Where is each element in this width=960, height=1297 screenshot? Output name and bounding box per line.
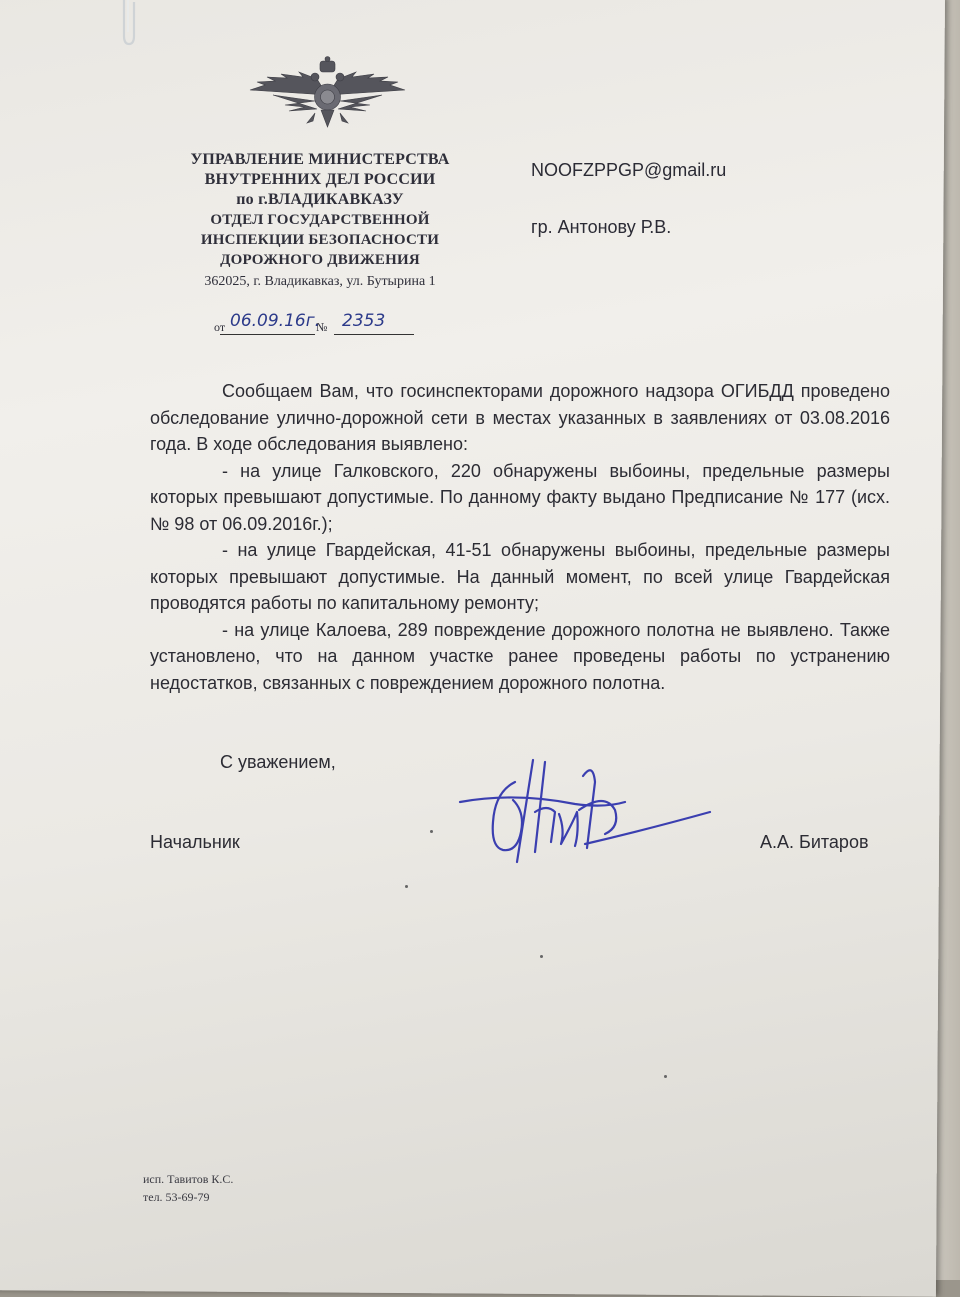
signer-position: Начальник: [150, 832, 240, 852]
handwritten-signature: [455, 752, 715, 872]
signer-name: А.А. Битаров: [760, 832, 869, 852]
reg-date-prefix: от: [214, 320, 226, 334]
org-line: ИНСПЕКЦИИ БЕЗОПАСНОСТИ: [200, 232, 440, 248]
org-line: УПРАВЛЕНИЕ МИНИСТЕРСТВА: [190, 151, 450, 168]
reg-number-prefix: №: [316, 320, 328, 334]
reg-number-line: [334, 334, 414, 335]
executor-info: [143, 1170, 233, 1206]
letter-body: [150, 378, 890, 696]
body-paragraph: - на улице Галковского, 220 обнаружены выбоины, предельные размеры которых превышают допустимые. По данному факту выдано Предписание № 177 (исх. № 98 от 06.09.2016г.);: [150, 460, 890, 534]
registration-stamp: [214, 312, 414, 342]
paper-speck: [664, 1075, 667, 1078]
paper-speck: [405, 885, 408, 888]
recipient-name: гр. Антонову Р.В.: [531, 217, 672, 237]
recipient-email: NOOFZPPGP@gmail.ru: [531, 160, 727, 180]
body-paragraph: - на улице Калоева, 289 повреждение дорожного полотна не выявлено. Также установлено, что на данном участке ранее проведены работы по устранению недостатков, связанных с повреждением дорожного полотна.: [150, 619, 890, 693]
body-paragraph: - на улице Гвардейская, 41-51 обнаружены выбоины, предельные размеры которых превышают допустимые. На данный момент, по всей улице Гвардейская проводятся работы по капитальному ремонту;: [150, 540, 890, 613]
closing-regards: С уважением,: [220, 752, 336, 772]
reg-date-line: [220, 334, 315, 335]
body-paragraph: Сообщаем Вам, что госинспекторами дорожного надзора ОГИБДД проведено обследование улично-дорожной сети в местах указанных в заявлениях от 03.08.2016 года. В ходе обследования выявлено:: [150, 381, 890, 454]
sender-block: [160, 150, 480, 292]
paperclip-icon: [118, 0, 138, 48]
org-line: ОТДЕЛ ГОСУДАРСТВЕННОЙ: [210, 212, 430, 228]
reg-number-handwritten: 2353: [342, 311, 386, 331]
reg-date-handwritten: 06.09.16г.: [230, 311, 321, 331]
org-line: по г.ВЛАДИКАВКАЗУ: [236, 191, 404, 208]
paper-speck: [540, 955, 543, 958]
sender-address: 362025, г. Владикавказ, ул. Бутырина 1: [204, 274, 436, 289]
org-line: ДОРОЖНОГО ДВИЖЕНИЯ: [220, 252, 420, 268]
executor-name: исп. Тавитов К.С.: [143, 1172, 234, 1186]
mvd-eagle-emblem-icon: [245, 55, 410, 135]
executor-phone: тел. 53-69-79: [143, 1190, 210, 1204]
org-line: ВНУТРЕННИХ ДЕЛ РОССИИ: [204, 171, 436, 188]
paper-speck: [430, 830, 433, 833]
